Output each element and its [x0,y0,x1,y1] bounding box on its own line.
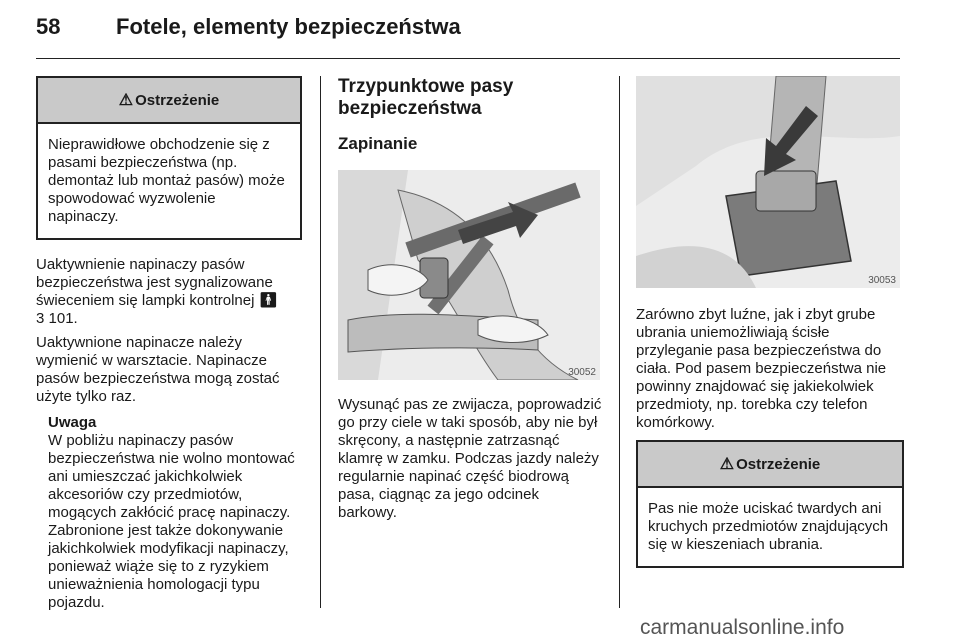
paragraph [36,256,302,328]
warning-title: Ostrzeżenie [135,91,220,109]
seatbelt-buckle-illustration [636,76,900,288]
warning-header [638,442,902,488]
page-number: 58 [36,14,61,39]
column-middle [338,76,602,522]
column-left [36,76,302,612]
figure-code: 30052 [568,367,596,378]
warning-text: Nieprawidłowe obchodzenie się z pasami bezpieczeństwa (np. demontaż lub montaż pasów) może spowodować wyzwolenie napinaczy. [48,136,285,225]
note-text: W pobliżu napinaczy pasów bezpieczeństwa nie wolno montować ani umieszczać jakichkolwiek akcesoriów czy przedmiotów, mogących zakłócić pracę napinaczy. Zabronione jest także dokonywanie jakichkolwiek modyfikacji napinaczy, ponieważ wiąże się to z ryzykiem unieważnienia homologacji typu pojazdu. [48,432,295,611]
paragraph: Zarówno zbyt luźne, jak i zbyt grube ubrania uniemożliwiają ścisłe przyleganie pasa bezpieczeństwa do ciała. Pod pasem bezpieczeństwa nie powinny znajdować się jakiekolwiek przedmioty, np. torebka czy telefon komórkowy. [636,306,887,431]
warning-text: Pas nie może uciskać twardych ani kruchych przedmiotów znajdujących się w kieszeniach ubrania. [648,500,889,553]
warning-triangle-icon: ⚠ [719,456,735,473]
column-right [636,76,904,568]
warning-body [638,488,902,566]
column-divider [619,76,620,608]
warning-header [38,78,300,124]
figure-seatbelt-clothing [636,76,900,288]
section-heading: Trzypunktowe pasy bezpieczeństwa [338,76,514,119]
figure-seatbelt-fastening [338,170,600,380]
header-divider [36,58,900,59]
seatbelt-illustration [338,170,600,380]
note-title: Uwaga [48,414,97,431]
column-divider [320,76,321,608]
figure-code: 30053 [868,275,896,286]
page-reference[interactable]: 3 101. [36,310,78,327]
paragraph-text: Uaktywnienie napinaczy pasów bezpieczeństwa jest sygnalizowane świeceniem się lampki kontrolnej [36,256,273,309]
page-title: Fotele, elementy bezpieczeństwa [116,14,461,39]
section-subheading: Zapinanie [338,134,418,153]
paragraph: Wysunąć pas ze zwijacza, poprowadzić go przy ciele w taki sposób, aby nie był skręcony, a następnie zatrzasnąć klamrę w zamku. Podczas jazdy należy regularnie napinać część biodrową pasa, ciągnąc za jego odcinek barkowy. [338,396,602,521]
page-header [0,0,960,60]
paragraph: Uaktywnione napinacze należy wymienić w warsztacie. Napinacze pasów bezpieczeństwa mogą zostać użyte tylko raz. [36,334,280,405]
warning-triangle-icon: ⚠ [118,92,134,109]
warning-box [36,76,302,240]
seatbelt-indicator-icon: 🚹︎ [258,292,278,309]
watermark: carmanualsonline.info [640,616,845,639]
note-block [36,414,302,612]
warning-title: Ostrzeżenie [736,455,821,473]
warning-body [38,124,300,238]
warning-box [636,440,904,568]
